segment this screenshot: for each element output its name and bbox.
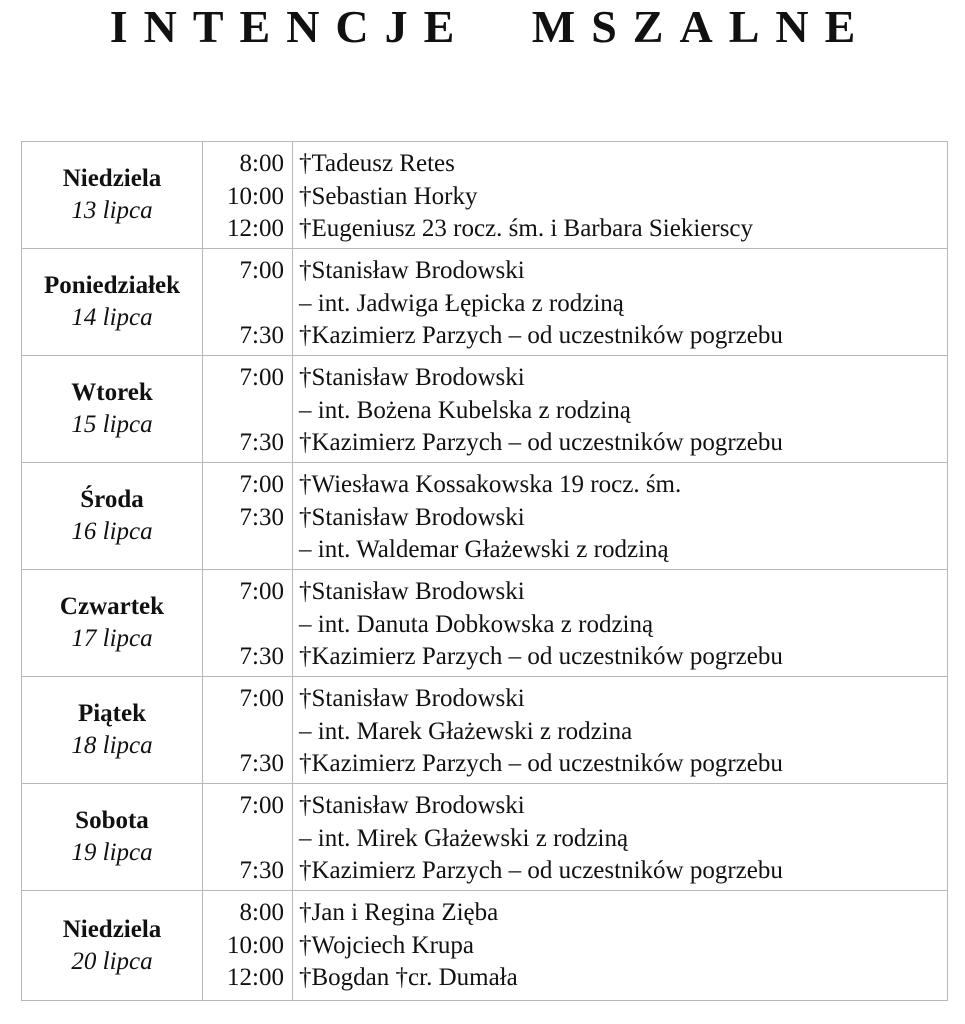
day-cell [22, 356, 203, 463]
mass-time: 7:30 [239, 322, 284, 349]
intention-text: – int. Jadwiga Łępicka z rodziną [299, 289, 624, 317]
mass-time: 7:00 [239, 792, 284, 819]
mass-time: 7:00 [239, 257, 284, 284]
table-row [22, 891, 948, 1001]
day-cell [22, 463, 203, 570]
intention-text: †Stanisław Brodowski [299, 578, 525, 605]
intention-cell [293, 784, 948, 891]
intention-cell [293, 249, 948, 356]
mass-time [203, 823, 284, 856]
mass-intentions-table [21, 141, 948, 1001]
intention-text: †Stanisław Brodowski [299, 257, 525, 284]
day-date: 14 lipca [71, 304, 153, 331]
intention-cell [293, 463, 948, 570]
day-name: Poniedziałek [43, 272, 181, 299]
table-row [22, 463, 948, 570]
intention-text: †Stanisław Brodowski [299, 503, 525, 531]
day-date: 16 lipca [71, 518, 153, 545]
time-cell [203, 249, 293, 356]
day-name: Środa [80, 486, 144, 513]
intention-cell [293, 570, 948, 677]
day-name: Czwartek [59, 593, 165, 620]
day-name: Niedziela [62, 165, 162, 192]
mass-time [203, 395, 284, 428]
mass-time [203, 288, 284, 321]
day-name: Sobota [75, 807, 149, 834]
intention-cell [293, 677, 948, 784]
mass-time [203, 716, 284, 749]
mass-time: 7:00 [239, 471, 284, 498]
intention-text: †Kazimierz Parzych – od uczestników pogrzebu [299, 643, 783, 670]
mass-time: 7:30 [239, 643, 284, 670]
intention-text: †Bogdan †cr. Dumała [299, 964, 518, 991]
mass-time: 7:30 [239, 429, 284, 456]
time-cell [203, 142, 293, 249]
time-cell [203, 463, 293, 570]
intention-text: †Wiesława Kossakowska 19 rocz. śm. [299, 471, 682, 498]
mass-time [203, 609, 284, 642]
mass-time: 7:30 [239, 750, 284, 777]
intention-text: †Kazimierz Parzych – od uczestników pogrzebu [299, 750, 783, 777]
table-row [22, 677, 948, 784]
day-date: 19 lipca [71, 839, 153, 866]
intention-text: – int. Waldemar Głażewski z rodziną [299, 536, 669, 563]
intention-text: †Tadeusz Retes [299, 150, 455, 177]
table-row [22, 142, 948, 249]
day-cell [22, 570, 203, 677]
intention-text: – int. Bożena Kubelska z rodziną [299, 396, 631, 424]
intention-text: – int. Danuta Dobkowska z rodziną [299, 610, 654, 638]
intention-text: – int. Marek Głażewski z rodzina [299, 717, 633, 745]
mass-time: 7:00 [239, 578, 284, 605]
day-date: 20 lipca [71, 947, 153, 975]
day-date: 15 lipca [71, 411, 153, 438]
intention-text: †Kazimierz Parzych – od uczestników pogrzebu [299, 857, 783, 884]
intention-text: †Stanisław Brodowski [299, 792, 525, 819]
mass-time: 10:00 [227, 182, 284, 210]
day-cell [22, 784, 203, 891]
time-cell [203, 677, 293, 784]
mass-time: 7:30 [239, 503, 284, 531]
mass-time: 7:00 [239, 685, 284, 712]
intention-text: †Kazimierz Parzych – od uczestników pogrzebu [299, 322, 783, 349]
day-date: 13 lipca [71, 197, 153, 224]
table-row [22, 570, 948, 677]
mass-time: 12:00 [227, 964, 284, 991]
table-row [22, 249, 948, 356]
day-cell [22, 677, 203, 784]
time-cell [203, 356, 293, 463]
time-cell [203, 891, 293, 1001]
mass-time: 8:00 [239, 899, 284, 926]
intention-text: – int. Mirek Głażewski z rodziną [299, 824, 629, 852]
mass-time [203, 534, 284, 567]
intention-text: †Stanisław Brodowski [299, 364, 525, 391]
mass-time: 8:00 [239, 150, 284, 177]
intention-text: †Wojciech Krupa [299, 931, 474, 959]
intention-cell [293, 891, 948, 1001]
time-cell [203, 784, 293, 891]
day-date: 17 lipca [71, 625, 153, 652]
mass-time: 7:30 [239, 857, 284, 884]
intention-text: †Eugeniusz 23 rocz. śm. i Barbara Siekierscy [299, 215, 754, 242]
table-row [22, 784, 948, 891]
day-name: Piątek [77, 700, 147, 727]
mass-time: 7:00 [239, 364, 284, 391]
intention-text: †Stanisław Brodowski [299, 685, 525, 712]
time-cell [203, 570, 293, 677]
day-cell [22, 891, 203, 1001]
day-name: Niedziela [62, 915, 162, 943]
page-title: INTENCJE MSZALNE [109, 1, 872, 52]
day-cell [22, 142, 203, 249]
mass-time: 10:00 [227, 931, 284, 959]
day-name: Wtorek [71, 379, 153, 406]
day-date: 18 lipca [71, 732, 153, 759]
intention-cell [293, 356, 948, 463]
intention-cell [293, 142, 948, 249]
mass-time: 12:00 [227, 215, 284, 242]
day-cell [22, 249, 203, 356]
intention-text: †Sebastian Horky [299, 182, 478, 210]
intention-text: †Jan i Regina Zięba [299, 899, 499, 926]
table-row [22, 356, 948, 463]
intention-text: †Kazimierz Parzych – od uczestników pogrzebu [299, 429, 783, 456]
